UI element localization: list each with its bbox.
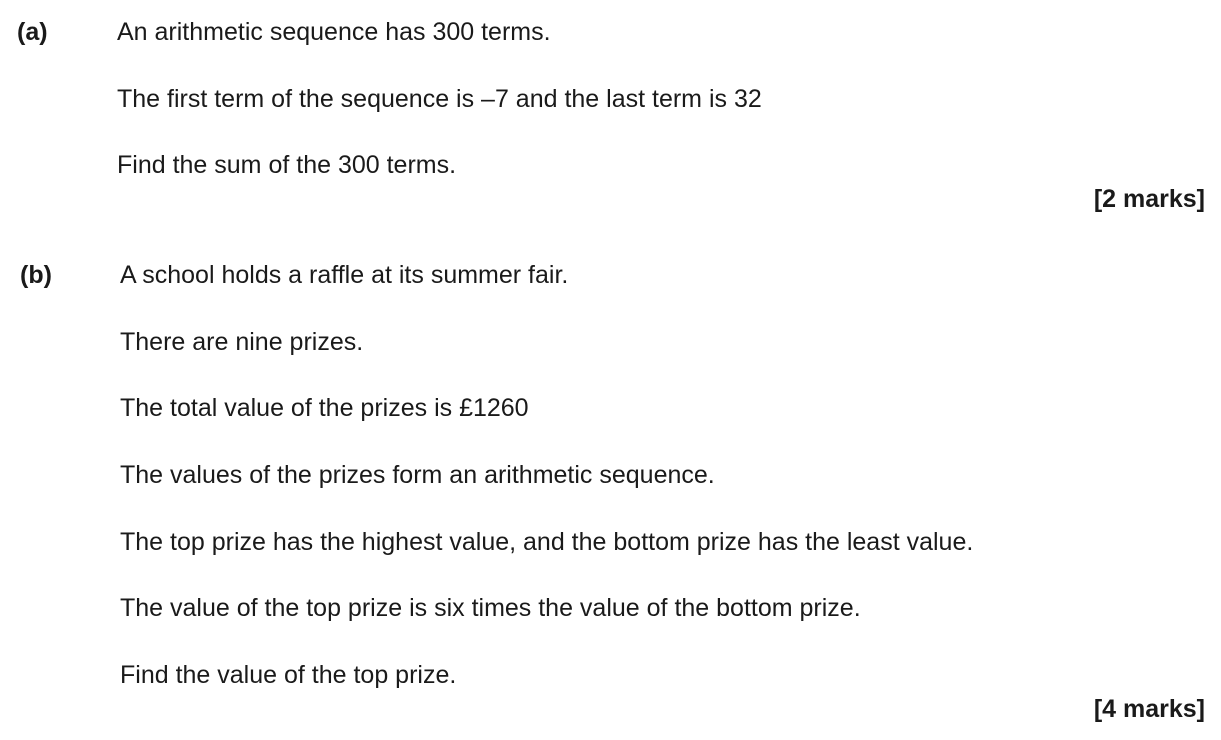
part-b-line-2: There are nine prizes. — [120, 328, 364, 356]
part-b-line-5: The top prize has the highest value, and the bottom prize has the least value. — [120, 528, 974, 556]
part-a-label: (a) — [17, 18, 48, 46]
part-b-line-6: The value of the top prize is six times the value of the bottom prize. — [120, 594, 861, 622]
part-a-line-1: An arithmetic sequence has 300 terms. — [117, 18, 551, 46]
part-b-line-1: A school holds a raffle at its summer fair. — [120, 261, 569, 289]
part-b-label: (b) — [20, 261, 52, 289]
part-a-marks: [2 marks] — [1093, 185, 1205, 213]
part-b-line-3: The total value of the prizes is £1260 — [120, 394, 529, 422]
part-b-line-7: Find the value of the top prize. — [120, 661, 457, 689]
part-b-marks: [4 marks] — [1093, 695, 1205, 723]
part-b-line-4: The values of the prizes form an arithmetic sequence. — [120, 461, 715, 489]
part-a-line-2: The first term of the sequence is –7 and the last term is 32 — [117, 85, 762, 113]
part-a-line-3: Find the sum of the 300 terms. — [117, 151, 457, 179]
